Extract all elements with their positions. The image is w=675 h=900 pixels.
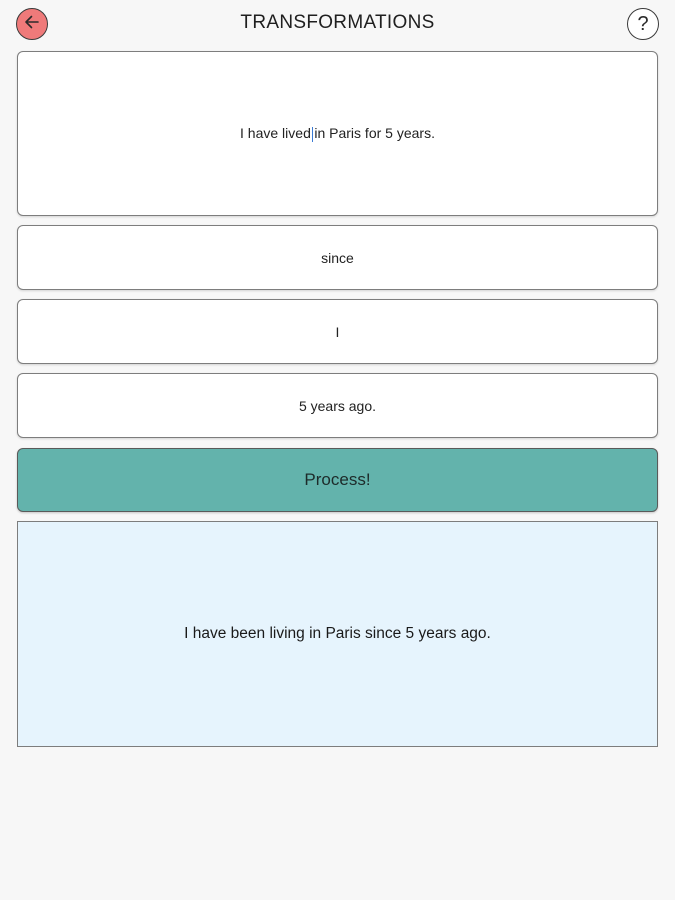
result-panel bbox=[17, 521, 658, 747]
app-header bbox=[0, 0, 675, 50]
page-title: TRANSFORMATIONS bbox=[240, 12, 435, 33]
sentence-text-before-cursor: I have lived bbox=[240, 125, 311, 142]
keyword-text: since bbox=[321, 249, 354, 266]
sentence-text bbox=[240, 125, 435, 142]
question-mark-icon: ? bbox=[637, 12, 649, 35]
process-button-label: Process! bbox=[304, 470, 371, 489]
rewrite-end-text: 5 years ago. bbox=[298, 397, 377, 414]
rewrite-end-input[interactable] bbox=[17, 373, 658, 438]
sentence-text-after-cursor: in Paris for 5 years. bbox=[314, 125, 435, 142]
process-button[interactable] bbox=[17, 448, 658, 512]
keyword-input[interactable] bbox=[17, 225, 658, 290]
rewrite-start-input[interactable] bbox=[17, 299, 658, 364]
sentence-input[interactable] bbox=[17, 51, 658, 216]
help-button[interactable] bbox=[627, 8, 659, 40]
result-text: I have been living in Paris since 5 years ago. bbox=[184, 625, 491, 642]
rewrite-start-text: I bbox=[335, 323, 340, 340]
